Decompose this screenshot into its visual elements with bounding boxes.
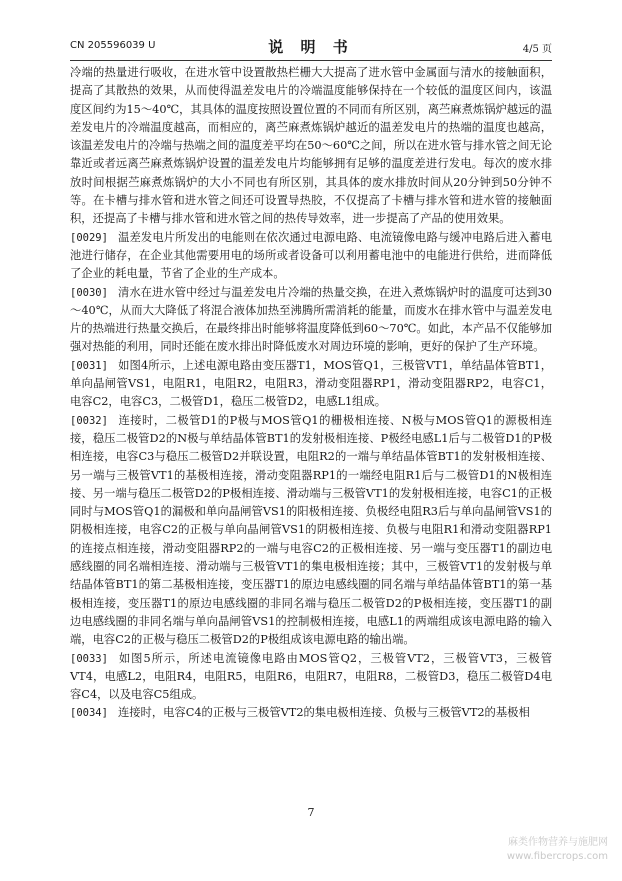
paragraph-number: [0032]: [70, 414, 108, 427]
paragraph-continuation: [70, 64, 552, 229]
paragraph-0029: [70, 229, 552, 284]
document-body: [70, 64, 552, 723]
paragraph-text: 清水在进水管中经过与温差发电片冷端的热量交换，在进入煮炼锅炉时的温度可达到30～40℃，从而大大降低了将混合液体加热至沸腾所需消耗的能量，而废水在排水管中与温差发电片的热端进行热量交换后，在最终排出时能够将温度降低到60～70℃。如此，本产品不仅能够加强对热能的利用，同时还能在废水排出时降低废水对周边环境的影响，更好的保护了生产环境。: [70, 285, 552, 354]
page-number: 7: [307, 806, 315, 819]
paragraph-text: 温差发电片所发出的电能则在依次通过电源电路、电流镜像电路与缓冲电路后进入蓄电池进行储存，在企业其他需要用电的场所或者设备可以利用蓄电池中的电能进行供给，进而降低了企业的耗电量，节省了企业的生产成本。: [70, 230, 552, 281]
paragraph-0030: [70, 284, 552, 357]
page-indicator: 4/5 页: [522, 44, 552, 55]
paragraph-text: 如图5所示，所述电流镜像电路由MOS管Q2，三极管VT2，三极管VT3，三极管VT4，电感L2，电阻R4，电阻R5，电阻R6，电阻R7，电阻R8，二极管D3，稳压二极管D4电容C4，以及电容C5组成。: [70, 651, 552, 702]
watermark-line: www.fibercrops.com: [506, 851, 608, 862]
paragraph-text: 如图4所示，上述电源电路由变压器T1，MOS管Q1，三极管VT1，单结晶体管BT1，单向晶闸管VS1，电阻R1，电阻R2，电阻R3，滑动变阻器RP1，滑动变阻器RP2，电容C1，电容C2，电容C3，二极管D1，稳压二极管D2，电感L1组成。: [70, 358, 552, 409]
paragraph-text: 连接时，电容C4的正极与三极管VT2的集电极相连接、负极与三极管VT2的基极相: [117, 706, 530, 720]
paragraph-0031: [70, 357, 552, 412]
patent-number: CN 205596039 U: [70, 40, 156, 51]
paragraph-number: [0029]: [70, 231, 108, 244]
paragraph-number: [0033]: [70, 652, 108, 665]
paragraph-0032: [70, 412, 552, 650]
paragraph-0033: [70, 650, 552, 705]
paragraph-text: 连接时，二极管D1的P极与MOS管Q1的栅极相连接、N极与MOS管Q1的源极相连接，稳压二极管D2的N极与单结晶体管BT1的发射极相连接、P极经电感L1后与二极管D1的P极相连接，电容C3与稳压二极管D2并联设置，电阻R2的一端与单结晶体管BT1的发射极相连接、另一端与三极管VT1的基极相连接，滑动变阻器RP1的一端经电阻R1后与二极管D1的N极相连接、另一端与稳压二极管D2的P极相连接、滑动端与三极管VT1的发射极相连接，电容C1的正极同时与MOS管Q1的漏极和单向晶闸管VS1的阳极相连接、负极经电阻R3后与单向晶闸管VS1的阴极相连接，电容C2的正极与单向晶闸管VS1的阴极相连接、负极与电阻R1和滑动变阻器RP1的连接点相连接，滑动变阻器RP2的一端与电容C2的正极相连接、另一端与变压器T1的副边电感线圈的同名端相连接、滑动端与三极管VT1的集电极相连接；其中，三极管VT1的发射极与单结晶体管BT1的第二基极相连接，变压器T1的原边电感线圈的同名端与单结晶体管BT1的第一基极相连接，变压器T1的原边电感线圈的非同名端与稳压二极管D2的P极相连接，变压器T1的副边电感线圈的非同名端与单向晶闸管VS1的控制极相连接，电感L1的两端组成该电源电路的输入端，电容C2的正极与稳压二极管D2的P极组成该电源电路的输出端。: [70, 413, 552, 647]
header-rule: [70, 60, 552, 61]
document-title: 说 明 书: [268, 38, 354, 56]
watermark: [507, 836, 608, 864]
paragraph-number: [0030]: [70, 286, 108, 299]
paragraph-number: [0034]: [70, 707, 108, 720]
page-header: [70, 36, 552, 58]
paragraph-number: [0031]: [70, 359, 108, 372]
paragraph-text: 冷端的热量进行吸收，在进水管中设置散热栏栅大大提高了进水管中金属面与清水的接触面积，提高了其散热的效果，从而使得温差发电片的冷端温度能够保持在一个较低的温度区间内，该温度区间约为15～40℃，其具体的温度按照设置位置的不同而有所区别，离苎麻煮炼锅炉越远的温差发电片的冷端温度越高，而相应的，离苎麻煮炼锅炉越近的温差发电片的热端的温度也越高，该温差发电片的冷端与热端之间的温度差平均在50～60℃之间，所以在进水管与排水管之间无论靠近或者远离苎麻煮炼锅炉设置的温差发电片均能够拥有足够的温度差进行发电。每次的废水排放时间根据苎麻煮炼锅炉的大小不同也有所区别，其具体的废水排放时间从20分钟到50分钟不等。在卡槽与排水管和进水管之间还可设置导热胶，不仅提高了卡槽与排水管和进水管的接触面积，还提高了卡槽与排水管和进水管之间的热传导效率，进一步提高了产品的使用效果。: [70, 66, 552, 226]
watermark-line: 麻类作物营养与施肥网: [508, 837, 608, 848]
paragraph-0034: [70, 704, 552, 722]
